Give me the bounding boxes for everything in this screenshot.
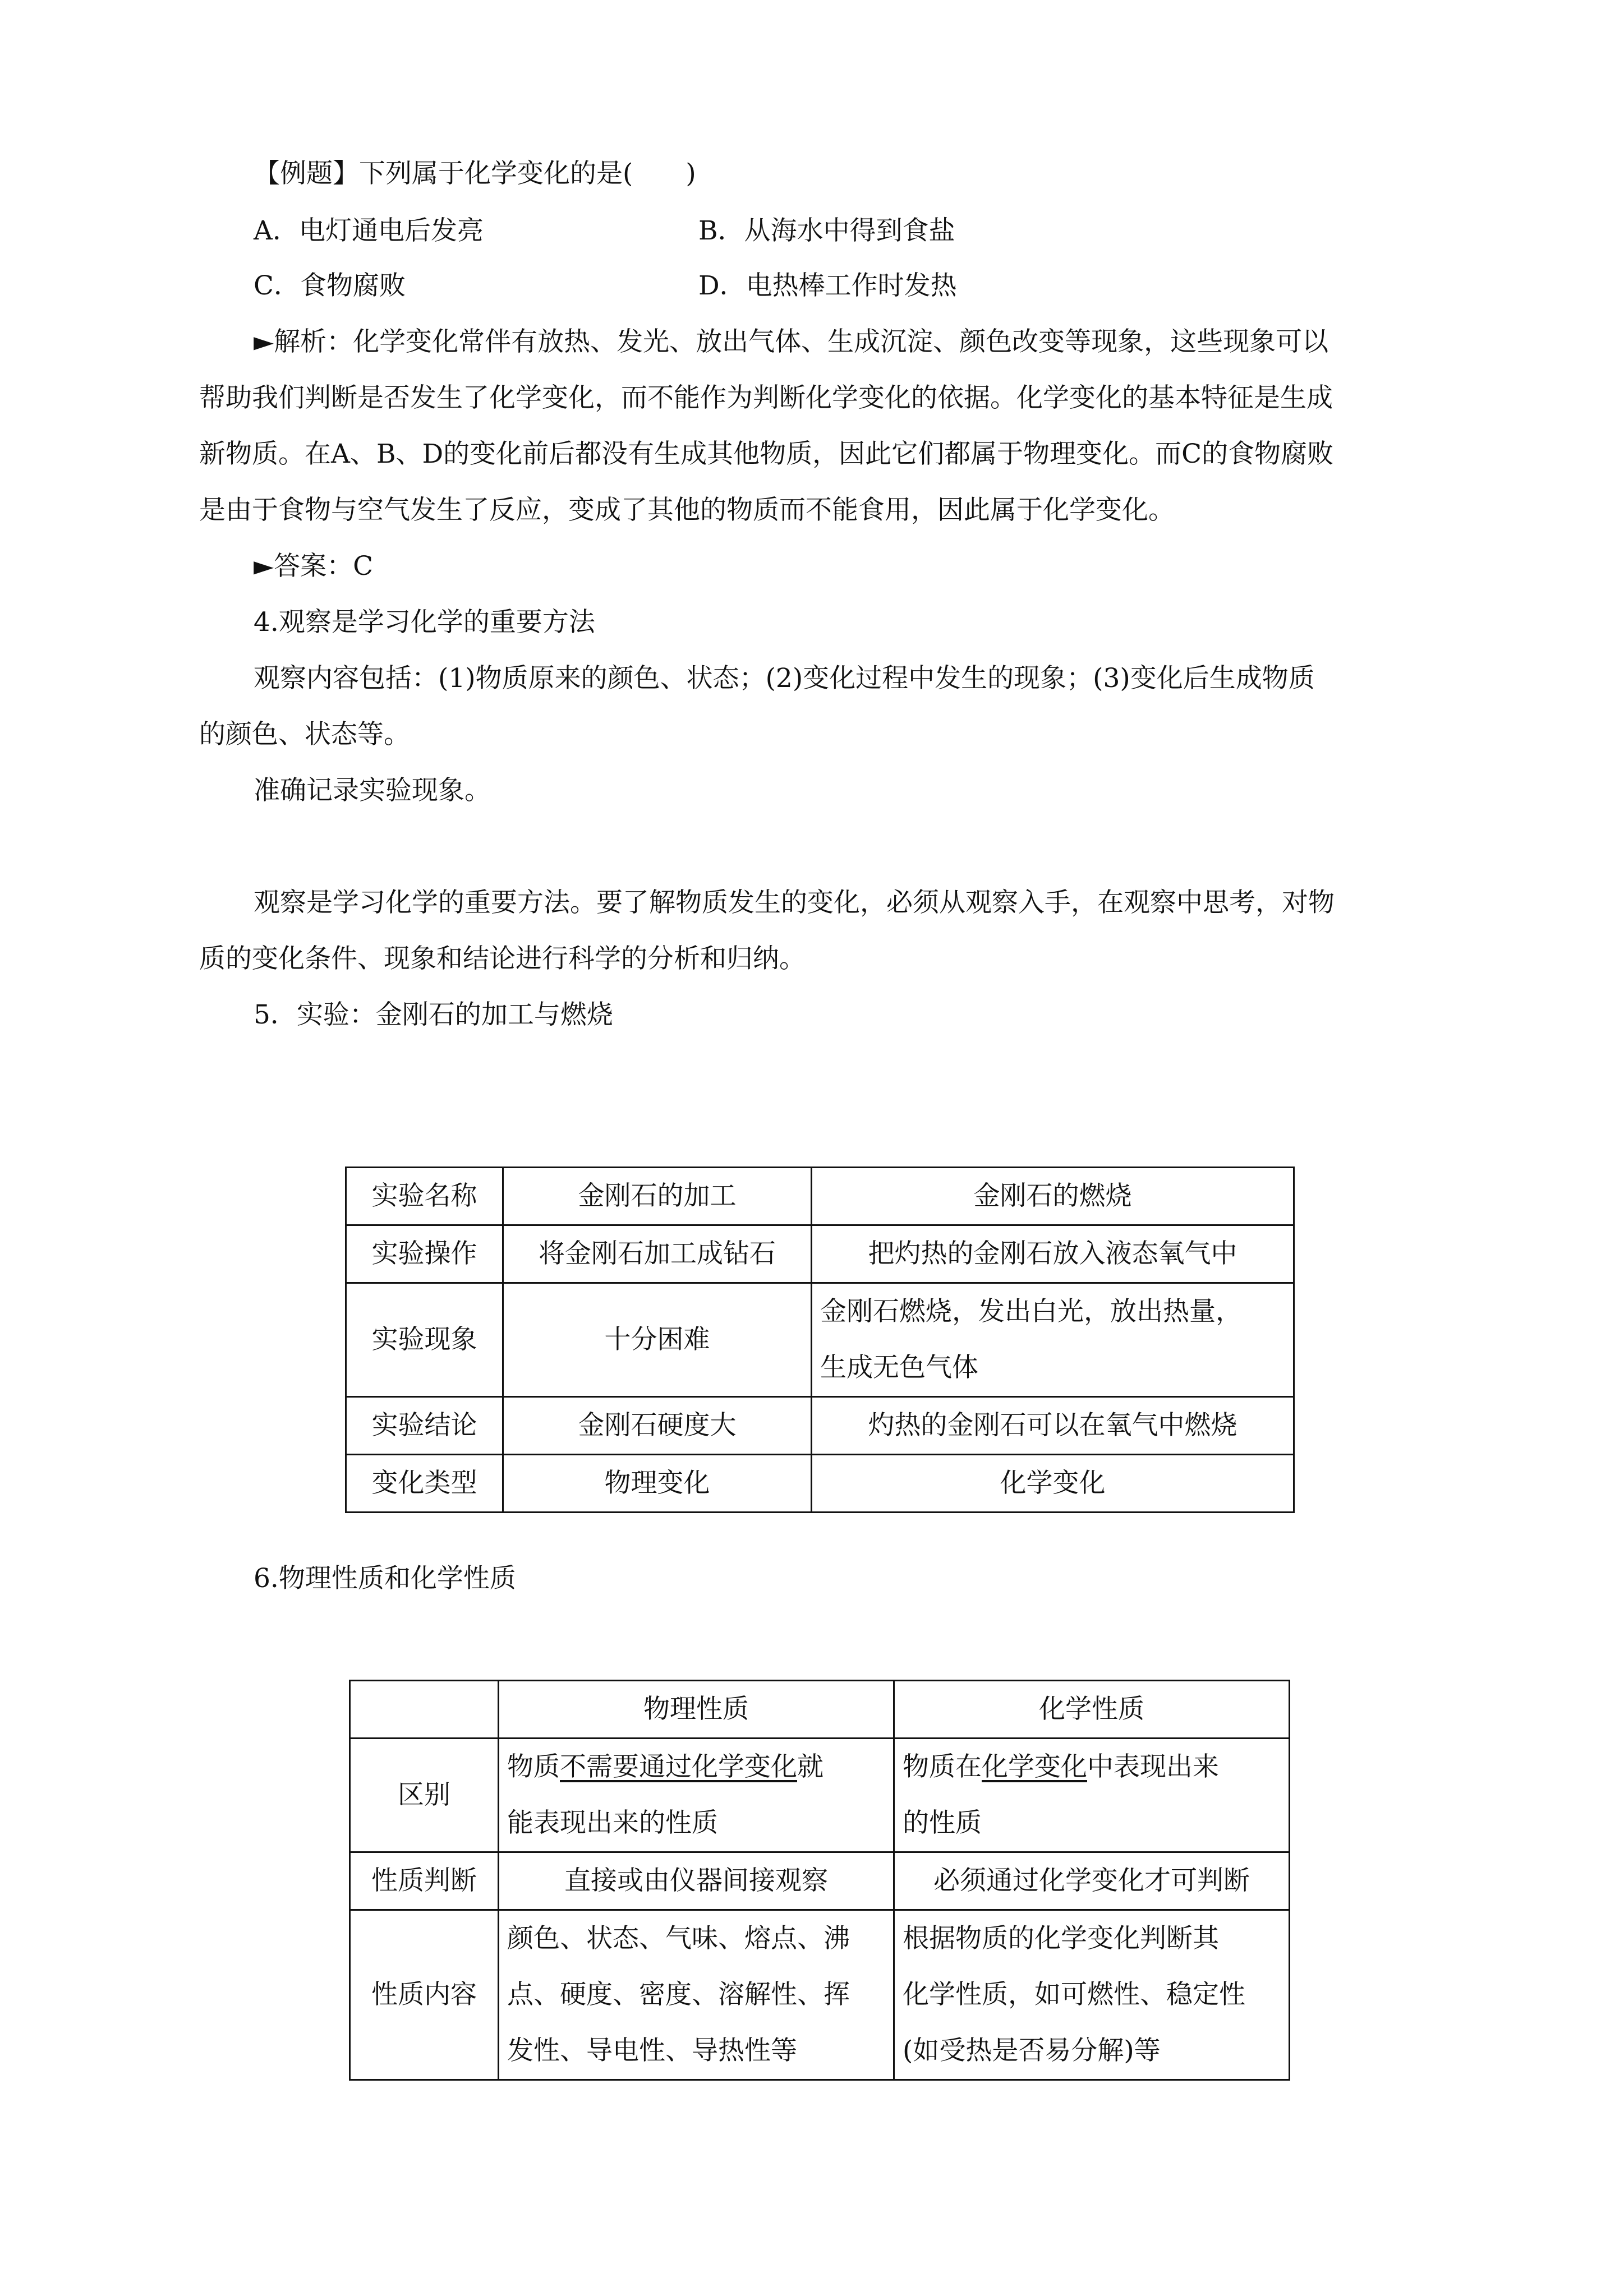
- table-row: [350, 1681, 1290, 1739]
- cell-line: 生成无色气体: [820, 1352, 978, 1383]
- table-cell: 实验现象: [346, 1283, 503, 1397]
- cell-line: 金刚石燃烧，发出白光，放出热量，: [820, 1296, 1242, 1327]
- section4-summary-line-2: 质的变化条件、现象和结论进行科学的分析和归纳。: [199, 943, 806, 974]
- option-c: C．食物腐败: [254, 270, 406, 301]
- answer: ►答案：C: [254, 551, 374, 582]
- table-cell: 物理变化: [503, 1455, 812, 1513]
- cell-line: 能表现出来的性质: [507, 1808, 718, 1838]
- table-row: [346, 1397, 1294, 1455]
- analysis-line-2: 帮助我们判断是否发生了化学变化，而不能作为判断化学变化的依据。化学变化的基本特征是生成: [199, 382, 1333, 413]
- cell-line: 点、硬度、密度、溶解性、挥: [507, 1979, 850, 2010]
- table-cell: [894, 1910, 1290, 2080]
- underlined-text: 化学变化: [982, 1751, 1087, 1782]
- table-cell: [350, 1681, 499, 1739]
- cell-line: 颜色、状态、气味、熔点、沸: [507, 1923, 850, 1954]
- table-cell: 将金刚石加工成钻石: [503, 1225, 812, 1283]
- section4-record: 准确记录实验现象。: [254, 775, 491, 806]
- underlined-text: 通过化学变化: [639, 1751, 797, 1782]
- table-cell: 十分困难: [503, 1283, 812, 1397]
- section4-heading: 4.观察是学习化学的重要方法: [254, 607, 595, 638]
- cell-line: 的性质: [903, 1808, 982, 1838]
- section4-content-line-1: 观察内容包括：(1)物质原来的颜色、状态；(2)变化过程中发生的现象；(3)变化后生成物质: [254, 663, 1315, 694]
- table-row: [346, 1283, 1294, 1397]
- cell-line: (如受热是否易分解)等: [903, 2035, 1161, 2066]
- table-cell: 化学性质: [894, 1681, 1290, 1739]
- table-cell: [499, 1910, 894, 2080]
- cell-line: [507, 1739, 885, 1795]
- table-cell: 变化类型: [346, 1455, 503, 1513]
- table-cell: 实验名称: [346, 1168, 503, 1225]
- table-cell: 必须通过化学变化才可判断: [894, 1852, 1290, 1910]
- table-row: [346, 1168, 1294, 1225]
- table-cell: 化学变化: [812, 1455, 1294, 1513]
- properties-table: [349, 1680, 1290, 2081]
- option-b: B．从海水中得到食盐: [698, 215, 955, 246]
- cell-line: 发性、导电性、导热性等: [507, 2035, 797, 2066]
- table-cell: [894, 1739, 1290, 1852]
- cell-line: 根据物质的化学变化判断其: [903, 1923, 1219, 1954]
- section4-content-line-2: 的颜色、状态等。: [199, 719, 410, 750]
- table-cell: 性质判断: [350, 1852, 499, 1910]
- table-cell: 实验结论: [346, 1397, 503, 1455]
- text: 中表现出来: [1087, 1751, 1219, 1782]
- table-cell: 物理性质: [499, 1681, 894, 1739]
- table-row: [350, 1852, 1290, 1910]
- table-cell: [499, 1739, 894, 1852]
- table-cell: 金刚石硬度大: [503, 1397, 812, 1455]
- cell-line: 化学性质，如可燃性、稳定性: [903, 1979, 1245, 2010]
- text: 物质: [507, 1751, 560, 1782]
- table-cell: 金刚石的燃烧: [812, 1168, 1294, 1225]
- analysis-line-1: ►解析：化学变化常伴有放热、发光、放出气体、生成沉淀、颜色改变等现象，这些现象可以: [254, 326, 1329, 357]
- diamond-experiment-table: [345, 1167, 1295, 1513]
- table-row: [350, 1910, 1290, 2080]
- table-row: [350, 1739, 1290, 1852]
- analysis-line-3: 新物质。在A、B、D的变化前后都没有生成其他物质，因此它们都属于物理变化。而C的食物腐败: [199, 439, 1334, 469]
- table-cell: 区别: [350, 1739, 499, 1852]
- table-cell: 把灼热的金刚石放入液态氧气中: [812, 1225, 1294, 1283]
- option-a: A．电灯通电后发亮: [254, 215, 484, 246]
- option-d: D．电热棒工作时发热: [698, 270, 957, 301]
- text: 就: [797, 1751, 823, 1782]
- table-cell: [812, 1283, 1294, 1397]
- table-cell: 实验操作: [346, 1225, 503, 1283]
- table-cell: 直接或由仪器间接观察: [499, 1852, 894, 1910]
- section4-summary-line-1: 观察是学习化学的重要方法。要了解物质发生的变化，必须从观察入手，在观察中思考，对物: [254, 887, 1335, 918]
- section5-heading: 5．实验：金刚石的加工与燃烧: [254, 999, 613, 1030]
- section6-heading: 6.物理性质和化学性质: [254, 1563, 516, 1594]
- table-cell: 性质内容: [350, 1910, 499, 2080]
- table-row: [346, 1225, 1294, 1283]
- table-cell: 灼热的金刚石可以在氧气中燃烧: [812, 1397, 1294, 1455]
- underlined-text: 不需要: [560, 1751, 639, 1782]
- example-question: 【例题】下列属于化学变化的是( ): [254, 158, 696, 189]
- analysis-line-4: 是由于食物与空气发生了反应，变成了其他的物质而不能食用，因此属于化学变化。: [199, 495, 1175, 525]
- table-cell: 金刚石的加工: [503, 1168, 812, 1225]
- table-row: [346, 1455, 1294, 1513]
- cell-line: [903, 1739, 1281, 1795]
- text: 物质在: [903, 1751, 982, 1782]
